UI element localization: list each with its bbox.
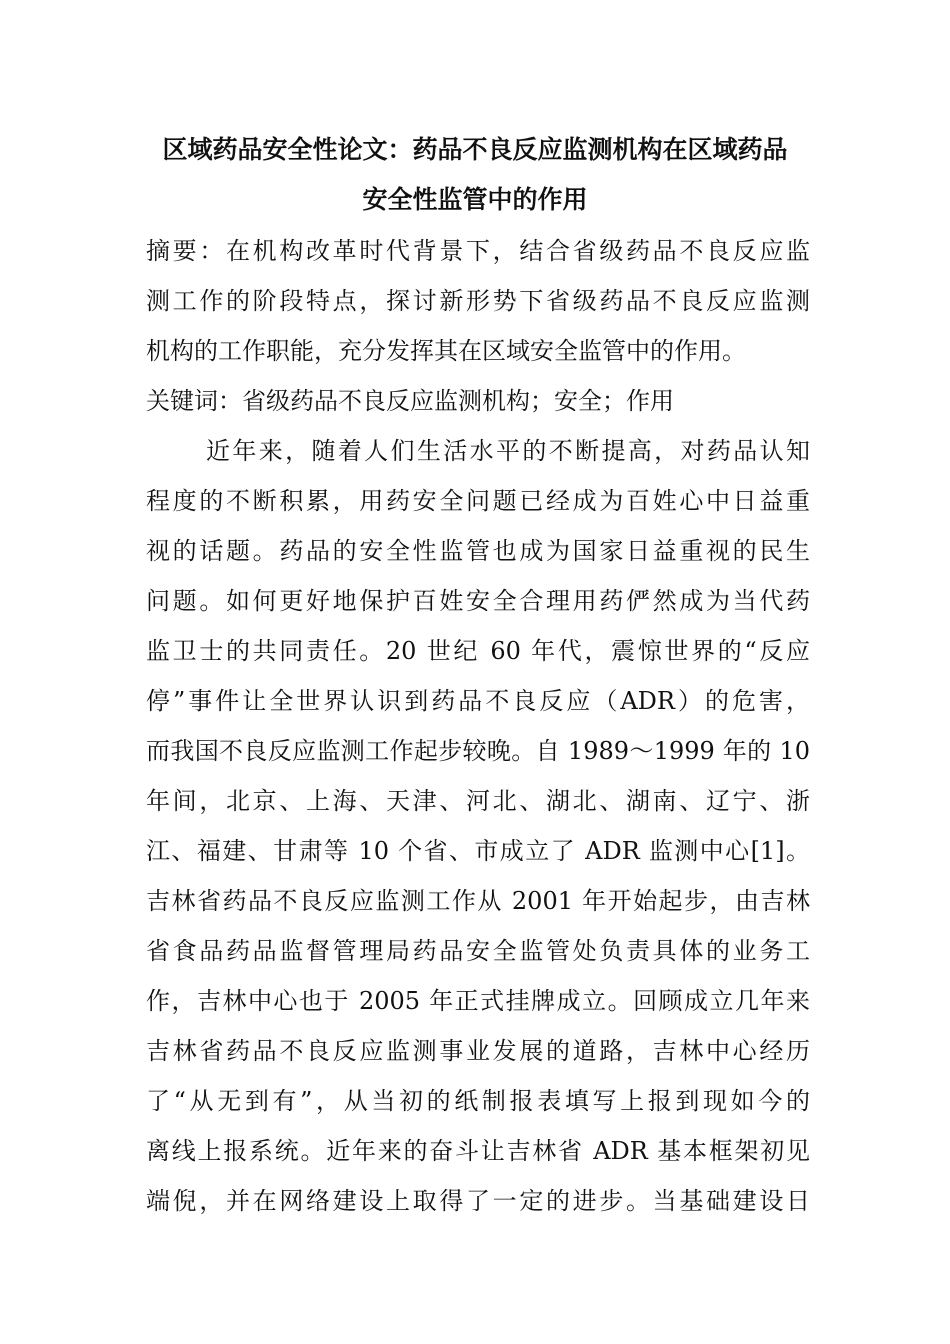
body-line-1: 近年来，随着人们生活水平的不断提高，对药品认知 bbox=[206, 437, 810, 465]
title-line-2: 安全性监管中的作用 bbox=[362, 185, 588, 214]
body-line-5: 监卫士的共同责任。20 世纪 60 年代，震惊世界的“反应 bbox=[146, 637, 810, 665]
body-line-16: 端倪，并在网络建设上取得了一定的进步。当基础建设日 bbox=[146, 1187, 810, 1215]
body-line-8: 年间，北京、上海、天津、河北、湖北、湖南、辽宁、浙 bbox=[146, 787, 810, 815]
body-line-11: 省食品药品监督管理局药品安全监管处负责具体的业务工 bbox=[146, 937, 810, 965]
body-line-4: 问题。如何更好地保护百姓安全合理用药俨然成为当代药 bbox=[146, 587, 810, 615]
title-line-1: 区域药品安全性论文：药品不良反应监测机构在区域药品 bbox=[162, 135, 788, 164]
body-line-15: 离线上报系统。近年来的奋斗让吉林省 ADR 基本框架初见 bbox=[146, 1137, 810, 1165]
body-line-14: 了“从无到有”，从当初的纸制报表填写上报到现如今的 bbox=[146, 1087, 810, 1115]
body-line-10: 吉林省药品不良反应监测工作从 2001 年开始起步，由吉林 bbox=[146, 887, 810, 915]
body-line-2: 程度的不断积累，用药安全问题已经成为百姓心中日益重 bbox=[146, 487, 810, 515]
body-line-12: 作，吉林中心也于 2005 年正式挂牌成立。回顾成立几年来 bbox=[146, 987, 810, 1015]
body-line-6: 停”事件让全世界认识到药品不良反应（ADR）的危害， bbox=[146, 687, 810, 715]
abstract-line-1: 摘要：在机构改革时代背景下，结合省级药品不良反应监 bbox=[146, 237, 810, 265]
body-line-9: 江、福建、甘肃等 10 个省、市成立了 ADR 监测中心[1]。 bbox=[146, 837, 810, 865]
abstract-line-2: 测工作的阶段特点，探讨新形势下省级药品不良反应监测 bbox=[146, 287, 810, 315]
body-line-3: 视的话题。药品的安全性监管也成为国家日益重视的民生 bbox=[146, 537, 810, 565]
body-line-13: 吉林省药品不良反应监测事业发展的道路，吉林中心经历 bbox=[146, 1037, 810, 1065]
abstract-line-3: 机构的工作职能，充分发挥其在区域安全监管中的作用。 bbox=[146, 337, 746, 365]
body-line-7: 而我国不良反应监测工作起步较晚。自 1989～1999 年的 10 bbox=[146, 737, 810, 765]
keywords-line: 关键词：省级药品不良反应监测机构；安全；作用 bbox=[146, 387, 674, 415]
